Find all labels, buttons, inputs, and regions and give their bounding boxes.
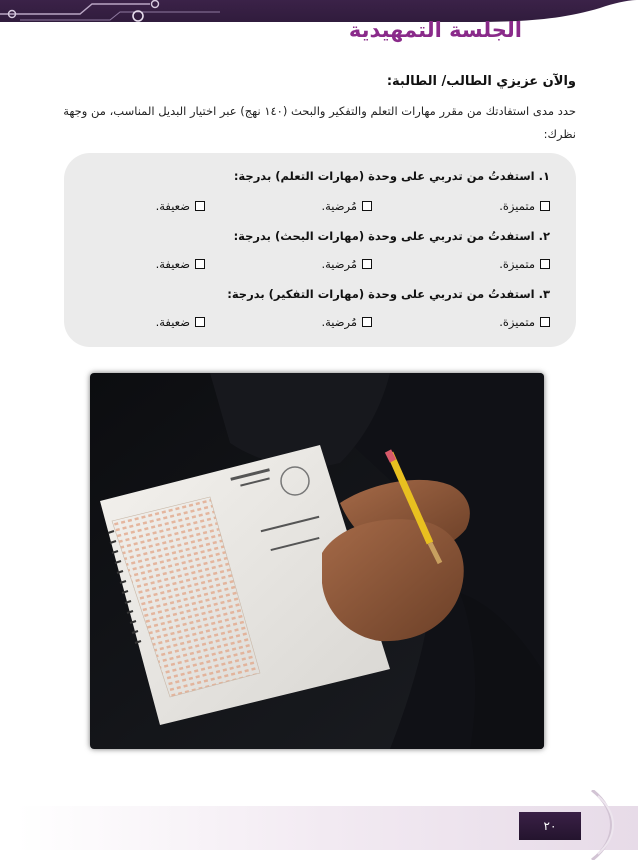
options-row-1 <box>80 199 550 217</box>
header-band <box>0 0 638 58</box>
page-title: الجلسة التمهيدية <box>348 18 522 42</box>
checkbox[interactable] <box>540 259 550 269</box>
option-label: متميزة. <box>499 199 535 213</box>
option-label: ضعيفة. <box>155 257 190 271</box>
checkbox[interactable] <box>195 201 205 211</box>
option-label: مُرضية. <box>321 199 357 213</box>
option-excellent-q2[interactable] <box>499 257 550 271</box>
header-curve <box>0 0 638 58</box>
options-row-2 <box>80 257 550 275</box>
footer-curl-decoration <box>588 790 628 860</box>
option-weak-q1[interactable] <box>156 199 205 213</box>
intro-instructions: حدد مدى استفادتك من مقرر مهارات التعلم والتفكير والبحث (١٤٠ نهج) عبر اختيار البديل المناسب، من وجهة نظرك: <box>63 104 576 141</box>
option-satisfactory-q1[interactable] <box>321 199 372 213</box>
checkbox[interactable] <box>195 259 205 269</box>
question-1: ١. استفدتُ من تدربي على وحدة (مهارات التعلم) بدرجة: <box>233 169 550 183</box>
checkbox[interactable] <box>540 317 550 327</box>
option-excellent-q3[interactable] <box>499 315 550 329</box>
checkbox[interactable] <box>540 201 550 211</box>
question-3: ٣. استفدتُ من تدربي على وحدة (مهارات التفكير) بدرجة: <box>227 287 550 301</box>
survey-box <box>64 153 576 347</box>
options-row-3 <box>80 315 550 333</box>
intro-heading: والآن عزيزي الطالب/ الطالبة: <box>386 74 576 89</box>
option-label: مُرضية. <box>321 257 357 271</box>
photo-student-filling-answer-sheet <box>90 373 544 749</box>
option-label: مُرضية. <box>321 315 357 329</box>
option-label: متميزة. <box>499 315 535 329</box>
option-label: ضعيفة. <box>155 315 190 329</box>
checkbox[interactable] <box>362 201 372 211</box>
option-label: متميزة. <box>499 257 535 271</box>
checkbox[interactable] <box>362 317 372 327</box>
option-satisfactory-q2[interactable] <box>321 257 372 271</box>
question-2: ٢. استفدتُ من تدربي على وحدة (مهارات البحث) بدرجة: <box>233 229 550 243</box>
option-satisfactory-q3[interactable] <box>321 315 372 329</box>
option-excellent-q1[interactable] <box>499 199 550 213</box>
option-weak-q2[interactable] <box>156 257 205 271</box>
page-number: ٢٠ <box>519 812 581 840</box>
answer-sheet-photo <box>90 373 544 749</box>
option-label: ضعيفة. <box>155 199 190 213</box>
checkbox[interactable] <box>362 259 372 269</box>
checkbox[interactable] <box>195 317 205 327</box>
option-weak-q3[interactable] <box>156 315 205 329</box>
